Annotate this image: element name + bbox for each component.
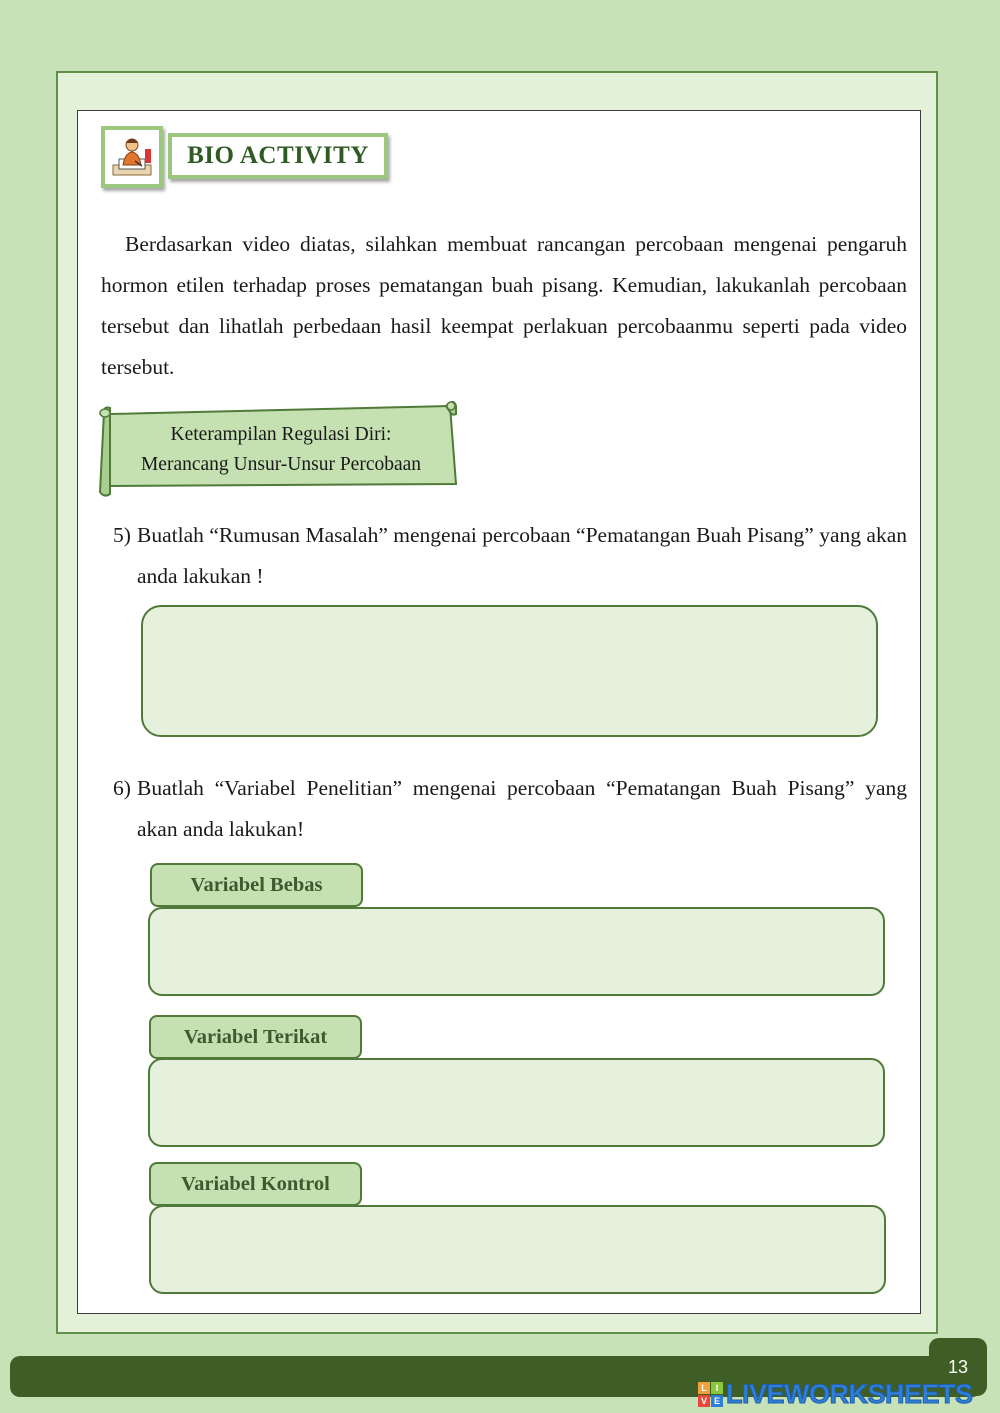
variabel-kontrol-label: Variabel Kontrol: [149, 1162, 362, 1206]
logo-letter: E: [711, 1395, 723, 1407]
bio-activity-icon-box: [101, 126, 163, 188]
page-number: 13: [947, 1356, 969, 1377]
question-text: Buatlah “Rumusan Masalah” mengenai percobaan “Pematangan Buah Pisang” yang akan anda lakukan !: [137, 523, 907, 588]
question-number: 6): [113, 776, 131, 800]
question-5: [113, 515, 907, 597]
variabel-terikat-label: Variabel Terikat: [149, 1015, 362, 1059]
variabel-bebas-answer-box[interactable]: [148, 907, 885, 996]
liveworksheets-logo-icon: [698, 1382, 723, 1407]
watermark-text: LIVEWORKSHEETS: [726, 1378, 973, 1409]
logo-letter: I: [711, 1382, 723, 1394]
question-text: Buatlah “Variabel Penelitian” mengenai percobaan “Pematangan Buah Pisang” yang akan anda lakukan!: [137, 776, 907, 841]
bio-activity-title: BIO ACTIVITY: [187, 142, 369, 169]
liveworksheets-watermark: [698, 1379, 998, 1409]
rumusan-masalah-answer-box[interactable]: [141, 605, 878, 737]
variabel-bebas-label: Variabel Bebas: [150, 863, 363, 907]
intro-paragraph: Berdasarkan video diatas, silahkan membuat rancangan percobaan mengenai pengaruh hormon etilen terhadap proses pematangan buah pisang. Kemudian, lakukanlah percobaan tersebut dan lihatlah perbedaan hasil keempat perlakuan percobaanmu seperti pada video tersebut.: [101, 232, 907, 379]
bio-activity-title-box: [168, 133, 388, 179]
student-writing-icon: [109, 135, 155, 179]
logo-letter: V: [698, 1395, 710, 1407]
skill-banner-line1: Keterampilan Regulasi Diri:: [170, 424, 392, 445]
question-6: [113, 768, 907, 850]
skill-banner-text: [110, 414, 452, 486]
variabel-terikat-answer-box[interactable]: [148, 1058, 885, 1147]
logo-letter: L: [698, 1382, 710, 1394]
question-number: 5): [113, 523, 131, 547]
skill-banner-line2: Merancang Unsur-Unsur Percobaan: [140, 454, 422, 475]
variabel-kontrol-answer-box[interactable]: [149, 1205, 886, 1294]
